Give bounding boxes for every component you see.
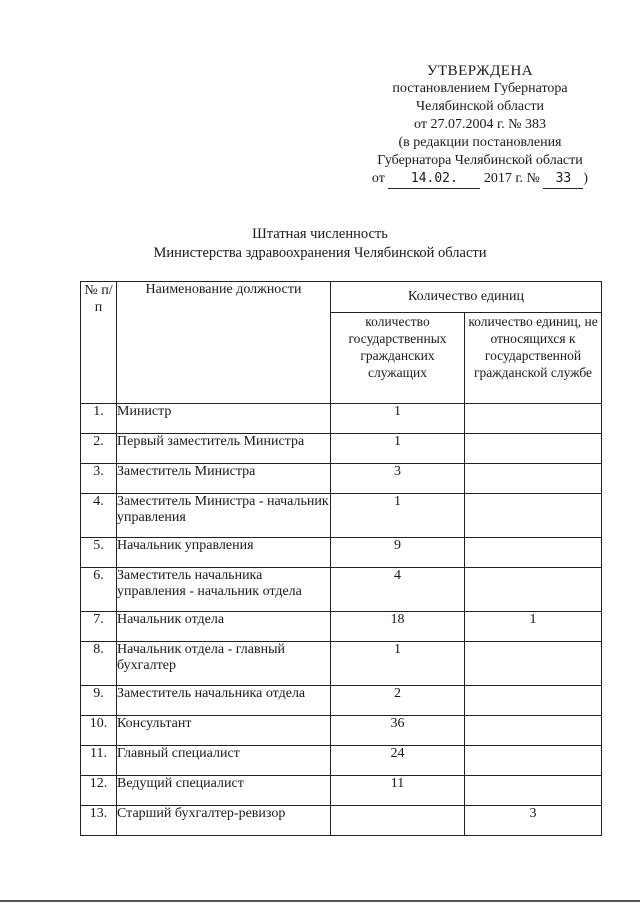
row-number: 11. bbox=[81, 746, 117, 776]
row-position: Начальник отдела bbox=[117, 612, 331, 642]
row-non-civil-count bbox=[465, 746, 602, 776]
row-number: 3. bbox=[81, 464, 117, 494]
row-non-civil-count bbox=[465, 716, 602, 746]
row-civil-count: 24 bbox=[331, 746, 465, 776]
table-row bbox=[81, 746, 602, 776]
row-number: 8. bbox=[81, 642, 117, 686]
table-row bbox=[81, 716, 602, 746]
row-number: 10. bbox=[81, 716, 117, 746]
row-civil-count: 36 bbox=[331, 716, 465, 746]
staffing-table bbox=[80, 281, 602, 836]
sign-year: 2017 г. № bbox=[483, 171, 540, 186]
table-row bbox=[81, 494, 602, 538]
sign-close: ) bbox=[583, 171, 589, 186]
row-non-civil-count bbox=[465, 434, 602, 464]
header-unit-count: Количество единиц bbox=[331, 282, 602, 313]
approval-stamp bbox=[360, 62, 600, 189]
table-row bbox=[81, 612, 602, 642]
table-row bbox=[81, 776, 602, 806]
header-civil-servants: количество государственных гражданских служащих bbox=[331, 313, 465, 404]
row-non-civil-count: 3 bbox=[465, 806, 602, 836]
approval-line-4: (в редакции постановления bbox=[398, 135, 562, 150]
table-row bbox=[81, 568, 602, 612]
row-non-civil-count bbox=[465, 776, 602, 806]
row-number: 12. bbox=[81, 776, 117, 806]
row-number: 5. bbox=[81, 538, 117, 568]
row-non-civil-count bbox=[465, 686, 602, 716]
row-position: Старший бухгалтер-ревизор bbox=[117, 806, 331, 836]
row-position: Начальник управления bbox=[117, 538, 331, 568]
row-number: 4. bbox=[81, 494, 117, 538]
row-position: Консультант bbox=[117, 716, 331, 746]
row-position: Заместитель начальника отдела bbox=[117, 686, 331, 716]
row-non-civil-count bbox=[465, 494, 602, 538]
approval-line-5: Губернатора Челябинской области bbox=[377, 153, 583, 168]
table-row bbox=[81, 806, 602, 836]
row-civil-count bbox=[331, 806, 465, 836]
row-non-civil-count bbox=[465, 464, 602, 494]
header-number: № п/п bbox=[81, 282, 117, 404]
sign-number: 33 bbox=[543, 170, 583, 189]
row-civil-count: 11 bbox=[331, 776, 465, 806]
title-line-2: Министерства здравоохранения Челябинской области bbox=[153, 245, 487, 261]
row-number: 9. bbox=[81, 686, 117, 716]
row-civil-count: 3 bbox=[331, 464, 465, 494]
row-non-civil-count bbox=[465, 568, 602, 612]
row-position: Начальник отдела - главный бухгалтер bbox=[117, 642, 331, 686]
row-civil-count: 1 bbox=[331, 642, 465, 686]
row-number: 6. bbox=[81, 568, 117, 612]
document-title bbox=[0, 225, 640, 263]
sign-prefix: от bbox=[371, 171, 385, 186]
row-non-civil-count bbox=[465, 538, 602, 568]
title-line-1: Штатная численность bbox=[252, 226, 388, 242]
approval-line-3: от 27.07.2004 г. № 383 bbox=[414, 117, 546, 132]
row-position: Министр bbox=[117, 404, 331, 434]
row-civil-count: 4 bbox=[331, 568, 465, 612]
row-non-civil-count bbox=[465, 404, 602, 434]
row-civil-count: 1 bbox=[331, 434, 465, 464]
row-non-civil-count: 1 bbox=[465, 612, 602, 642]
approval-line-2: Челябинской области bbox=[416, 99, 544, 114]
row-position: Заместитель Министра - начальник управления bbox=[117, 494, 331, 538]
approval-heading: УТВЕРЖДЕНА bbox=[426, 63, 534, 79]
table-row bbox=[81, 686, 602, 716]
row-number: 2. bbox=[81, 434, 117, 464]
table-row bbox=[81, 464, 602, 494]
table-row bbox=[81, 404, 602, 434]
row-number: 1. bbox=[81, 404, 117, 434]
row-position: Первый заместитель Министра bbox=[117, 434, 331, 464]
approval-line-1: постановлением Губернатора bbox=[392, 81, 568, 96]
header-position: Наименование должности bbox=[117, 282, 331, 404]
approval-sign-line bbox=[360, 170, 600, 189]
row-civil-count: 2 bbox=[331, 686, 465, 716]
row-position: Заместитель начальника управления - начальник отдела bbox=[117, 568, 331, 612]
row-civil-count: 1 bbox=[331, 494, 465, 538]
table-row bbox=[81, 642, 602, 686]
row-number: 13. bbox=[81, 806, 117, 836]
row-number: 7. bbox=[81, 612, 117, 642]
sign-date: 14.02. bbox=[388, 170, 480, 189]
row-civil-count: 18 bbox=[331, 612, 465, 642]
row-position: Главный специалист bbox=[117, 746, 331, 776]
header-non-civil: количество единиц, не относящихся к государственной гражданской службе bbox=[465, 313, 602, 404]
row-position: Ведущий специалист bbox=[117, 776, 331, 806]
row-non-civil-count bbox=[465, 642, 602, 686]
row-position: Заместитель Министра bbox=[117, 464, 331, 494]
row-civil-count: 1 bbox=[331, 404, 465, 434]
row-civil-count: 9 bbox=[331, 538, 465, 568]
scan-edge-line bbox=[0, 900, 640, 902]
table-row bbox=[81, 538, 602, 568]
table-row bbox=[81, 434, 602, 464]
